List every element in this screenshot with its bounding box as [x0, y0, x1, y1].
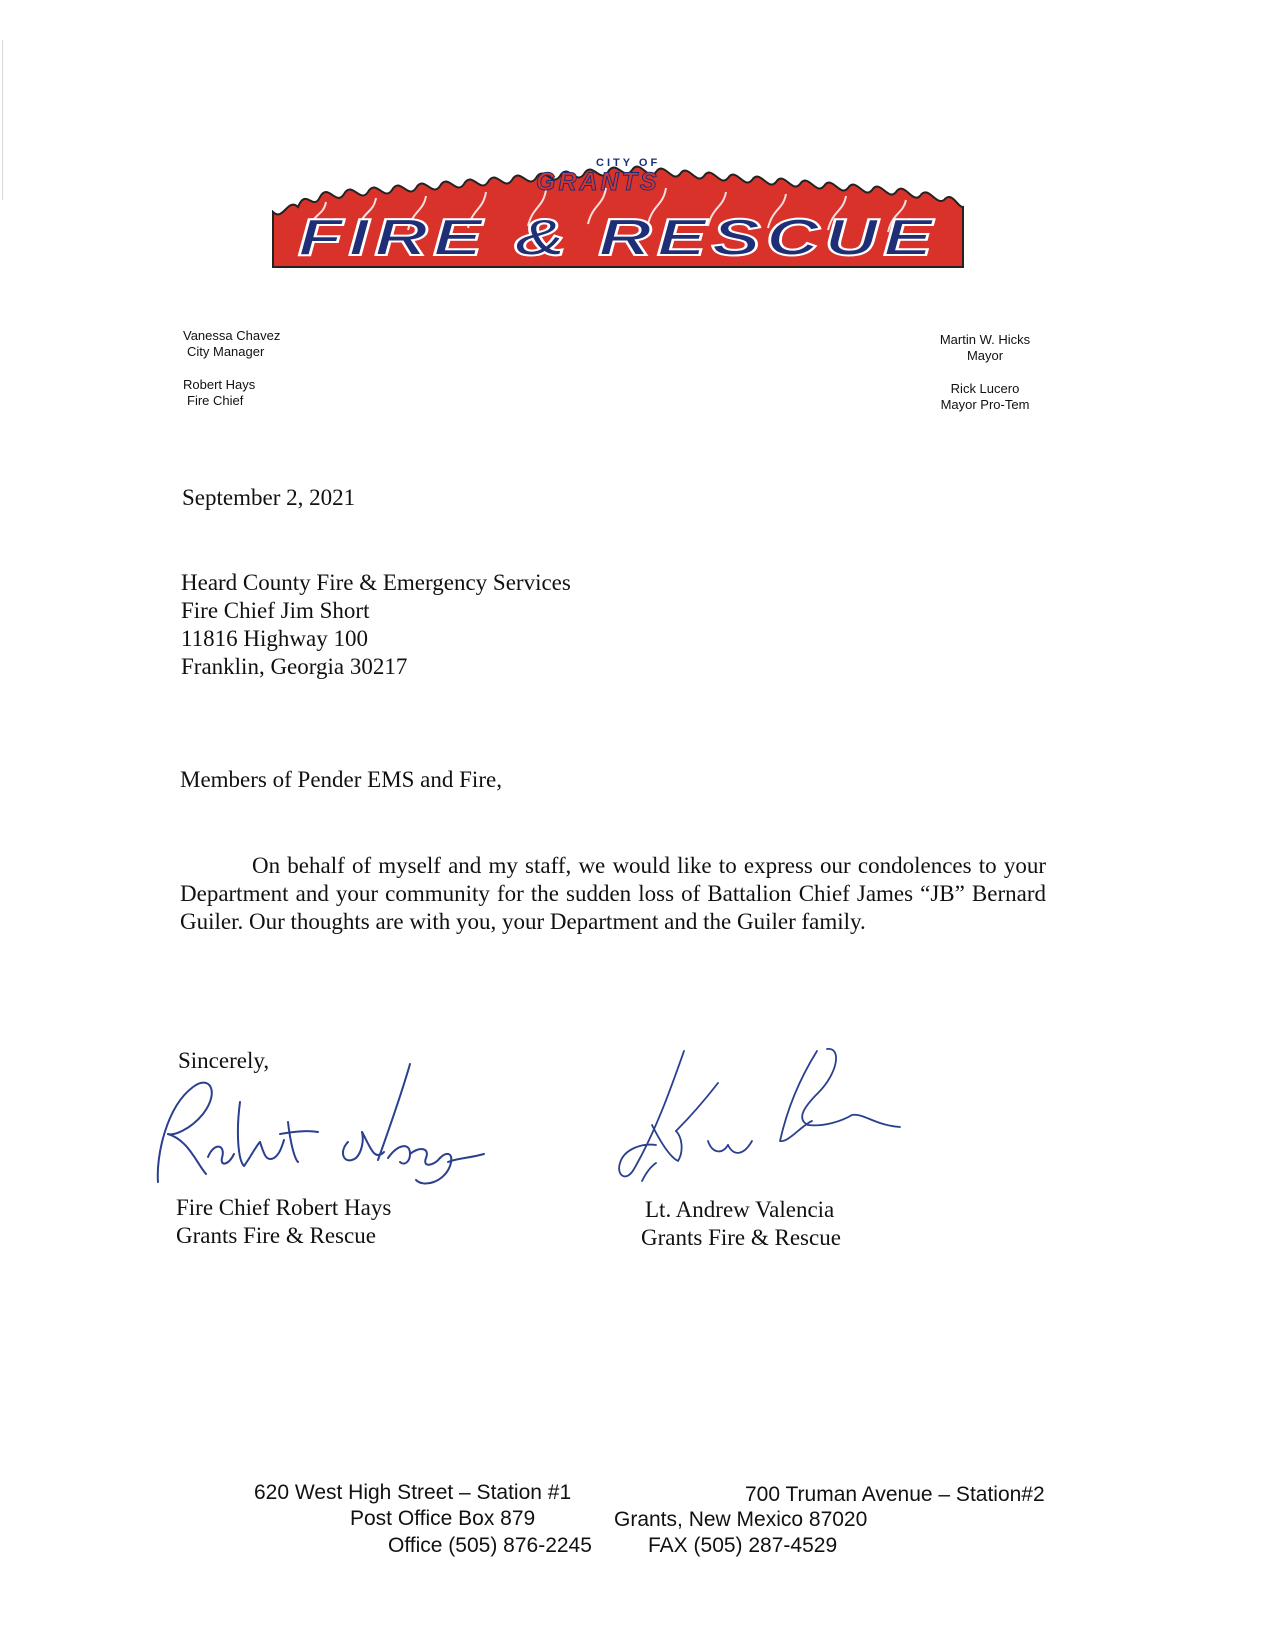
signer-org: Grants Fire & Rescue: [176, 1223, 376, 1248]
fire-chief-block: [183, 377, 255, 409]
mayor-block: [925, 332, 1045, 364]
staff-title: Fire Chief: [187, 393, 244, 408]
staff-name: Rick Lucero: [950, 381, 1020, 396]
grants-text: GRANTS: [536, 168, 660, 196]
staff-name: Vanessa Chavez: [183, 328, 281, 343]
grants-fire-rescue-logo: [268, 152, 968, 284]
signer-org: Grants Fire & Rescue: [641, 1225, 841, 1250]
recipient-line: 11816 Highway 100: [181, 626, 368, 651]
footer-office-phone: Office (505) 876-2245: [388, 1534, 592, 1557]
city-manager-block: [183, 328, 280, 360]
recipient-line: Fire Chief Jim Short: [181, 598, 370, 623]
recipient-address: [181, 569, 571, 681]
footer-po-box: Post Office Box 879: [350, 1507, 536, 1530]
fire-rescue-wordmark: FIRE & RESCUE: [298, 209, 938, 267]
signer-name: Lt. Andrew Valencia: [645, 1197, 835, 1222]
signer-robert-hays: [176, 1194, 391, 1250]
mayor-pro-tem-block: [925, 381, 1045, 413]
footer-station-2: 700 Truman Avenue – Station#2: [745, 1483, 1045, 1506]
salutation: Members of Pender EMS and Fire,: [180, 767, 502, 792]
recipient-line: Heard County Fire & Emergency Services: [181, 570, 571, 595]
staff-title: Mayor Pro-Tem: [940, 397, 1030, 412]
signer-name: Fire Chief Robert Hays: [176, 1195, 392, 1220]
staff-name: Martin W. Hicks: [939, 332, 1031, 347]
andrew-valencia-signature: [612, 1045, 942, 1195]
letter-body: On behalf of myself and my staff, we would like to express our condolences to your Department and your community for the sudden loss of Battalion Chief James “JB” Bernard Guiler. Our thoughts are with you, your Department and the Guiler family.: [180, 853, 1046, 934]
footer-fax: FAX (505) 287-4529: [648, 1534, 838, 1557]
staff-title: City Manager: [187, 344, 265, 359]
staff-name: Robert Hays: [183, 377, 256, 392]
recipient-line: Franklin, Georgia 30217: [181, 654, 408, 679]
letter-date: September 2, 2021: [182, 485, 356, 510]
footer-city-state: Grants, New Mexico 87020: [614, 1508, 868, 1531]
robert-hays-signature: [148, 1062, 488, 1190]
staff-title: Mayor: [966, 348, 1004, 363]
footer-station-1: 620 West High Street – Station #1: [254, 1481, 572, 1504]
scan-edge-line: [2, 40, 3, 200]
city-of-text: CITY OF: [596, 157, 661, 169]
closing: Sincerely,: [178, 1048, 270, 1073]
signer-andrew-valencia: [641, 1196, 841, 1252]
